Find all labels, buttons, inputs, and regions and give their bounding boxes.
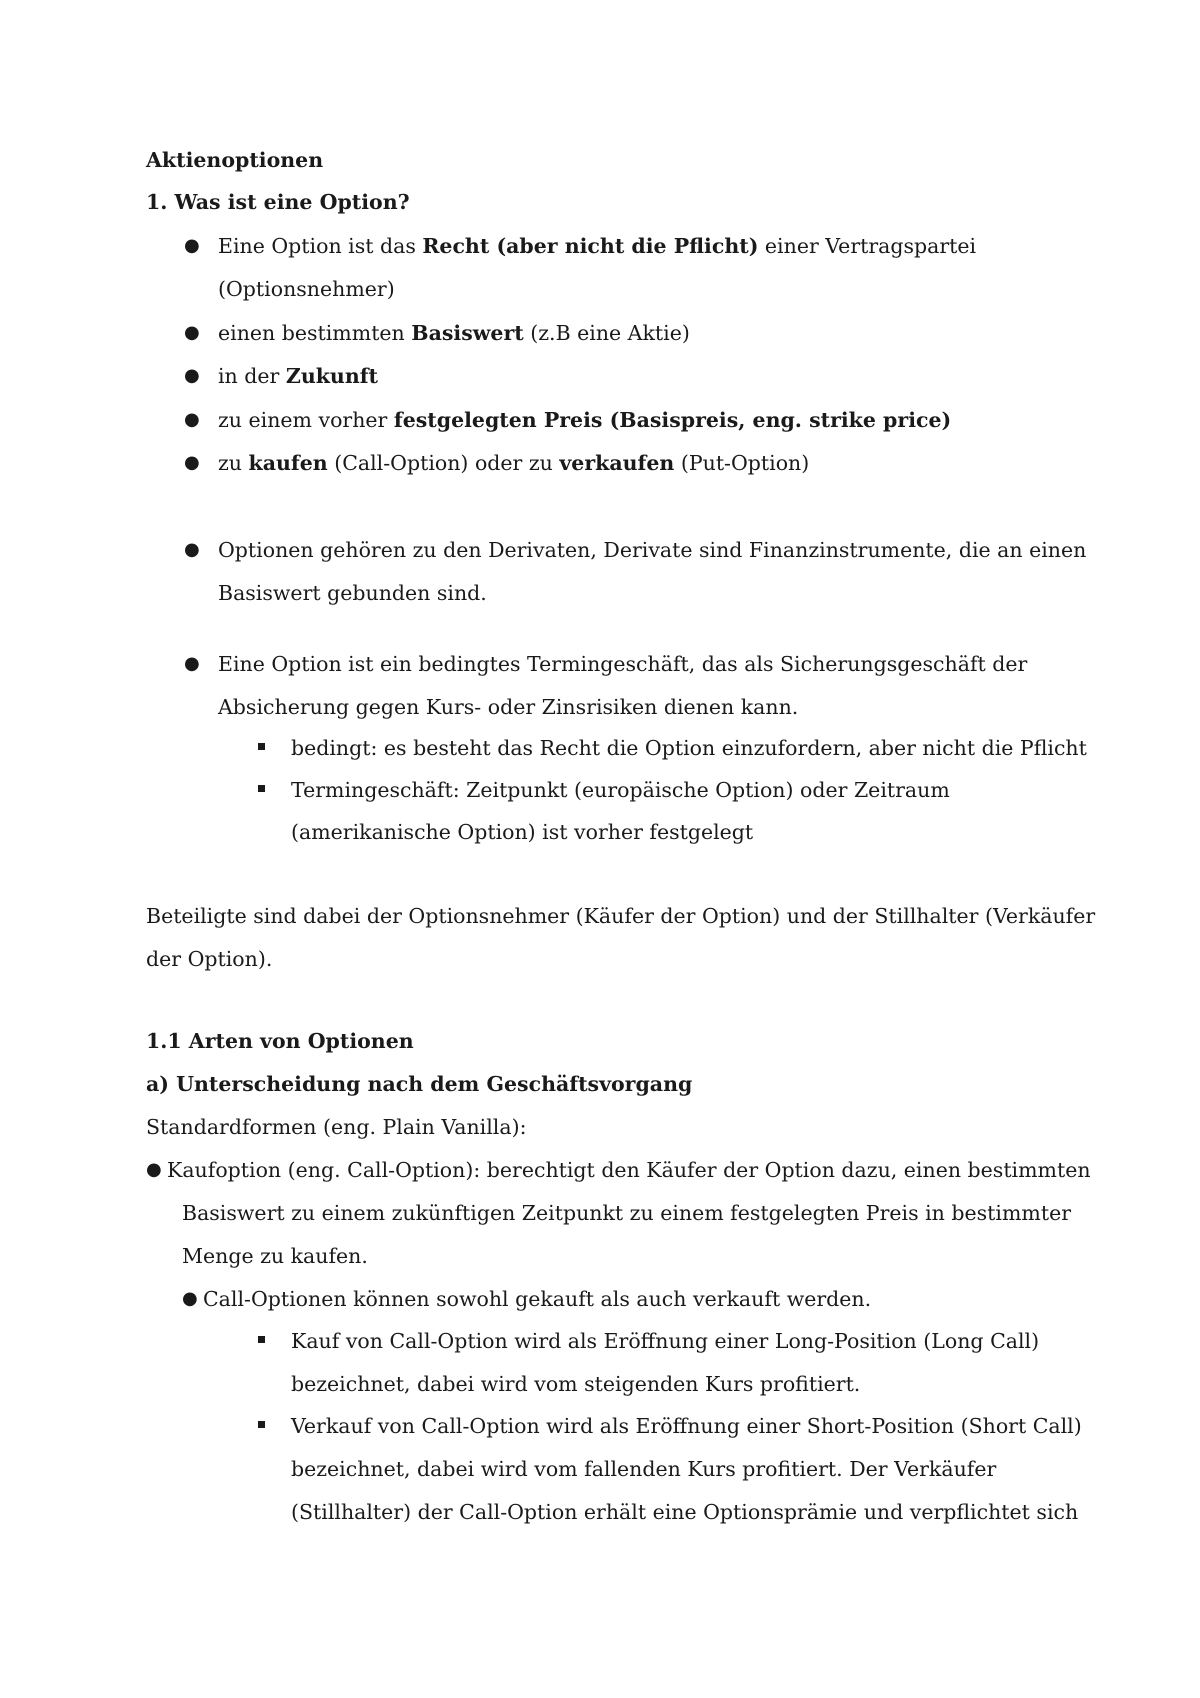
beteiligte-paragraph-cont: der Option).	[146, 947, 273, 971]
bullet-icon: ●	[184, 539, 200, 560]
bullet-icon: ●	[184, 452, 200, 473]
sub-bullet-termingeschaeft: Termingeschäft: Zeitpunkt (europäische Option) oder Zeitraum	[291, 778, 950, 802]
definition-bullet-basiswert: einen bestimmten Basiswert (z.B eine Aktie)	[218, 321, 690, 345]
bullet-icon: ●	[146, 1159, 162, 1180]
definition-bullet-kaufen: zu kaufen (Call-Option) oder zu verkaufen (Put-Option)	[218, 451, 810, 475]
short-call-bullet-cont: bezeichnet, dabei wird vom fallenden Kurs profitiert. Der Verkäufer	[291, 1457, 997, 1481]
sub-bullet-bedingt: bedingt: es besteht das Recht die Option einzufordern, aber nicht die Pflicht	[291, 736, 1087, 760]
section-heading-1: 1. Was ist eine Option?	[146, 190, 410, 214]
termingeschaeft-paragraph-cont: Absicherung gegen Kurs- oder Zinsrisiken dienen kann.	[218, 695, 799, 719]
definition-bullet-zukunft: in der Zukunft	[218, 364, 379, 388]
bullet-icon: ●	[184, 409, 200, 430]
square-bullet-icon	[258, 1336, 265, 1343]
long-call-bullet: Kauf von Call-Option wird als Eröffnung einer Long-Position (Long Call)	[291, 1329, 1040, 1353]
subsection-heading-a: a) Unterscheidung nach dem Geschäftsvorgang	[146, 1072, 693, 1096]
call-option-sub-bullet: Call-Optionen können sowohl gekauft als auch verkauft werden.	[203, 1287, 872, 1311]
short-call-bullet: Verkauf von Call-Option wird als Eröffnung einer Short-Position (Short Call)	[291, 1414, 1082, 1438]
derivate-paragraph: Optionen gehören zu den Derivaten, Derivate sind Finanzinstrumente, die an einen	[218, 538, 1087, 562]
section-heading-1-1: 1.1 Arten von Optionen	[146, 1029, 414, 1053]
definition-bullet-recht: Eine Option ist das Recht (aber nicht die Pflicht) einer Vertragspartei	[218, 234, 977, 258]
long-call-bullet-cont: bezeichnet, dabei wird vom steigenden Kurs profitiert.	[291, 1372, 861, 1396]
definition-bullet-recht-cont: (Optionsnehmer)	[218, 277, 395, 301]
document-title: Aktienoptionen	[146, 148, 324, 172]
kaufoption-paragraph-cont: Basiswert zu einem zukünftigen Zeitpunkt zu einem festgelegten Preis in bestimmter	[182, 1201, 1072, 1225]
sub-bullet-termingeschaeft-cont: (amerikanische Option) ist vorher festgelegt	[291, 820, 754, 844]
bullet-icon: ●	[184, 322, 200, 343]
square-bullet-icon	[258, 785, 265, 792]
bullet-icon: ●	[184, 365, 200, 386]
short-call-bullet-cont2: (Stillhalter) der Call-Option erhält eine Optionsprämie und verpflichtet sich	[291, 1500, 1079, 1524]
derivate-paragraph-cont: Basiswert gebunden sind.	[218, 581, 487, 605]
definition-bullet-preis: zu einem vorher festgelegten Preis (Basispreis, eng. strike price)	[218, 408, 952, 432]
beteiligte-paragraph: Beteiligte sind dabei der Optionsnehmer (Käufer der Option) und der Stillhalter (Verkäufer	[146, 904, 1096, 928]
standardformen-label: Standardformen (eng. Plain Vanilla):	[146, 1115, 527, 1139]
termingeschaeft-paragraph: Eine Option ist ein bedingtes Termingeschäft, das als Sicherungsgeschäft der	[218, 652, 1028, 676]
bullet-icon: ●	[184, 653, 200, 674]
square-bullet-icon	[258, 1421, 265, 1428]
bullet-icon: ●	[182, 1288, 198, 1309]
square-bullet-icon	[258, 743, 265, 750]
kaufoption-paragraph: Kaufoption (eng. Call-Option): berechtigt den Käufer der Option dazu, einen bestimmten	[167, 1158, 1091, 1182]
kaufoption-paragraph-cont2: Menge zu kaufen.	[182, 1244, 368, 1268]
bullet-icon: ●	[184, 235, 200, 256]
